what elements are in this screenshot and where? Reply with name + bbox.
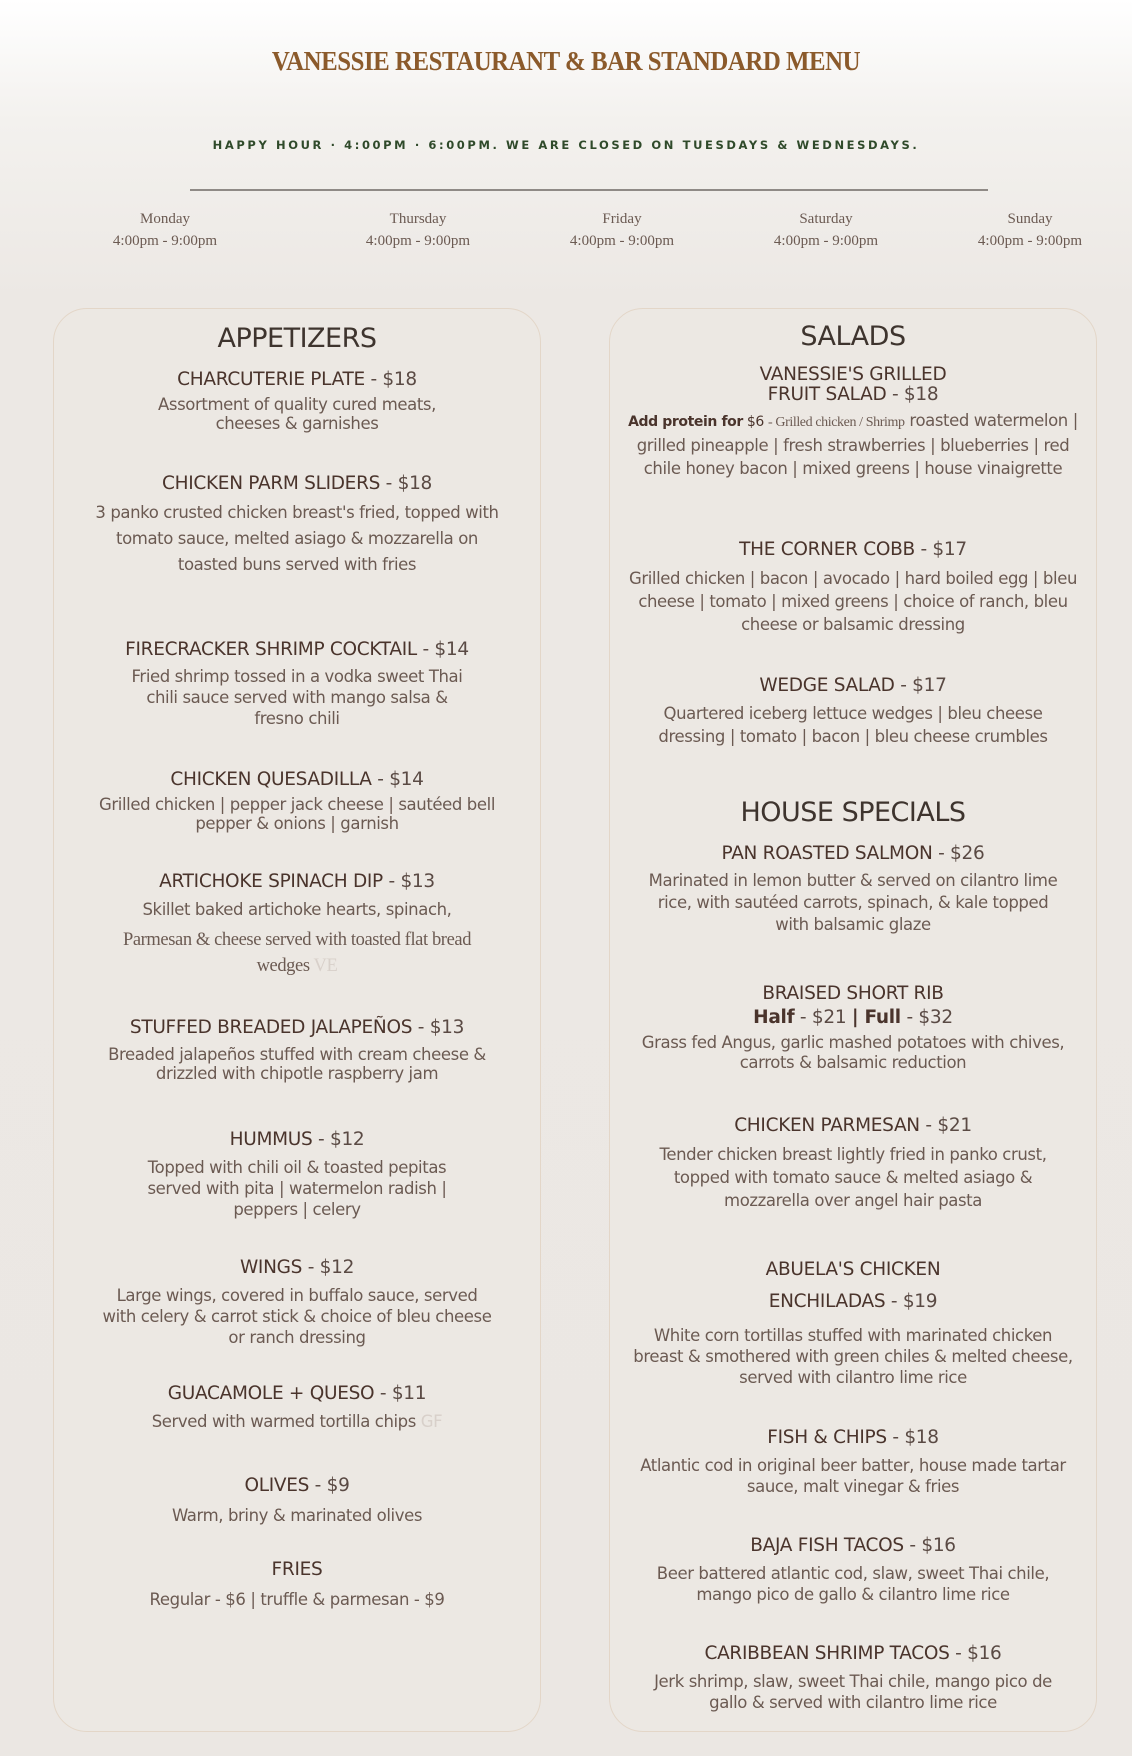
menu-item: [54, 1017, 540, 1083]
item-description: Beer battered atlantic cod, slaw, sweet Thai chile, mango pico de gallo & cilantro lime rice: [656, 1564, 1050, 1604]
item-price: - $17: [914, 539, 967, 560]
menu-item: [610, 1535, 1096, 1605]
section-title-appetizers: APPETIZERS: [217, 323, 377, 354]
menu-item: [54, 769, 540, 833]
item-description: Fried shrimp tossed in a vodka sweet Thai chili sauce served with mango salsa & fresno chili: [131, 667, 463, 728]
item-name: OLIVES: [244, 1475, 310, 1496]
menu-item: [54, 473, 540, 578]
item-description: White corn tortillas stuffed with marinated chicken breast & smothered with green chiles & melted cheese, served with cilantro lime rice: [633, 1326, 1073, 1387]
full-label: Full: [864, 1007, 901, 1028]
item-price: - $14: [371, 769, 424, 790]
item-description: Marinated in lemon butter & served on cilantro lime rice, with sautéed carrots, spinach, & kale topped with balsamic glaze: [648, 871, 1058, 934]
item-name: VANESSIE'S GRILLED: [759, 364, 947, 385]
menu-item: [610, 1253, 1096, 1388]
menu-item: [610, 675, 1096, 748]
section-title-house-specials: HOUSE SPECIALS: [740, 797, 966, 828]
menu-item: [54, 1129, 540, 1220]
day-time: 4:00pm - 9:00pm: [365, 233, 471, 249]
item-name: THE CORNER COBB: [739, 539, 915, 560]
menu-item: [610, 1115, 1096, 1212]
menu-item: [54, 639, 540, 729]
item-price: - $12: [312, 1129, 365, 1150]
item-name: HUMMUS: [229, 1129, 313, 1150]
day-name: Friday: [602, 211, 642, 227]
item-description: Grilled chicken | pepper jack cheese | sautéed bell pepper & onions | garnish: [99, 795, 495, 833]
item-description: Grass fed Angus, garlic mashed potatoes with chives, carrots & balsamic reduction: [641, 1033, 1065, 1072]
divider: [190, 189, 988, 191]
item-price: - $26: [932, 843, 985, 864]
item-description: Served with warmed tortilla chips: [151, 1412, 416, 1431]
full-price: - $32: [900, 1007, 953, 1028]
item-price: - $18: [886, 384, 939, 405]
item-price: - $13: [382, 871, 435, 892]
menu-item: [54, 1383, 540, 1432]
item-description: Skillet baked artichoke hearts, spinach,: [142, 900, 452, 919]
item-price: - $12: [302, 1257, 355, 1278]
item-description: 3 panko crusted chicken breast's fried, topped with tomato sauce, melted asiago & mozzarella on toasted buns served with fries: [95, 503, 499, 574]
gluten-free-tag: GF: [415, 1412, 443, 1431]
item-price: - $16: [949, 1643, 1002, 1664]
item-description: Jerk shrimp, slaw, sweet Thai chile, mango pico de gallo & served with cilantro lime rice: [654, 1672, 1052, 1712]
vegetarian-tag: VE: [309, 956, 338, 976]
item-name: BRAISED SHORT RIB: [762, 983, 944, 1004]
item-name: CHICKEN PARMESAN: [734, 1115, 920, 1136]
item-name: BAJA FISH TACOS: [750, 1535, 904, 1556]
hours-saturday: [746, 208, 906, 252]
menu-title: VANESSIE RESTAURANT & BAR STANDARD MENU: [271, 46, 861, 76]
day-name: Monday: [140, 211, 190, 227]
menu-item: [610, 1643, 1096, 1713]
hours-monday: [85, 208, 245, 252]
day-name: Thursday: [389, 211, 447, 227]
half-label: Half: [753, 1007, 795, 1028]
item-price: - $14: [416, 639, 469, 660]
addon-options: - Grilled chicken / Shrimp: [768, 415, 905, 430]
item-name: STUFFED BREADED JALAPEÑOS: [129, 1017, 413, 1038]
menu-item: [610, 1427, 1096, 1497]
salads-specials-card: [609, 308, 1097, 1732]
item-name: WEDGE SALAD: [759, 675, 895, 696]
item-name: CARIBBEAN SHRIMP TACOS: [704, 1643, 950, 1664]
item-name: ARTICHOKE SPINACH DIP: [159, 871, 383, 892]
item-description: roasted watermelon | grilled pineapple | fresh strawberries | blueberries | red chile honey bacon | mixed greens | house vinaigrette: [636, 411, 1078, 478]
menu-item: [610, 983, 1096, 1073]
item-description: Quartered iceberg lettuce wedges | bleu cheese dressing | tomato | bacon | bleu cheese crumbles: [658, 704, 1048, 746]
item-description: Tender chicken breast lightly fried in panko crust, topped with tomato sauce & melted asiago & mozzarella over angel hair pasta: [659, 1145, 1047, 1210]
item-name: WINGS: [239, 1257, 303, 1278]
happy-hour-notice: HAPPY HOUR · 4:00PM · 6:00PM. WE ARE CLOSED ON TUESDAYS & WEDNESDAYS.: [212, 138, 920, 152]
item-name: ABUELA'S CHICKEN: [765, 1259, 941, 1280]
menu-item: [610, 843, 1096, 936]
addon-price: $6: [742, 414, 768, 430]
menu-item: [610, 365, 1096, 480]
item-description: Parmesan & cheese served with toasted flat bread wedges: [122, 930, 472, 976]
appetizers-card: [53, 308, 541, 1732]
hours-thursday: [338, 208, 498, 252]
hours-friday: [542, 208, 702, 252]
item-name: CHICKEN QUESADILLA: [170, 769, 372, 790]
day-time: 4:00pm - 9:00pm: [569, 233, 675, 249]
hours-sunday: [950, 208, 1110, 252]
opening-hours: [0, 208, 1132, 258]
menu-item: [54, 1257, 540, 1348]
item-price: - $13: [412, 1017, 465, 1038]
item-name: FISH & CHIPS: [767, 1427, 887, 1448]
item-price: - $9: [309, 1475, 350, 1496]
item-name: FRUIT SALAD: [767, 384, 887, 405]
item-price: - $16: [903, 1535, 956, 1556]
item-price: - $18: [380, 473, 433, 494]
item-description: Large wings, covered in buffalo sauce, served with celery & carrot stick & choice of bleu cheese or ranch dressing: [102, 1286, 492, 1347]
menu-item: [610, 539, 1096, 636]
menu-item: [54, 1475, 540, 1526]
item-price: - $18: [886, 1427, 939, 1448]
item-name: ENCHILADAS: [768, 1291, 886, 1312]
item-name: FIRECRACKER SHRIMP COCKTAIL: [125, 639, 417, 660]
item-description: Regular - $6 | truffle & parmesan - $9: [149, 1590, 445, 1609]
section-title-salads: SALADS: [800, 321, 906, 352]
menu-item: [54, 871, 540, 979]
item-description: Topped with chili oil & toasted pepitas served with pita | watermelon radish | peppers | celery: [147, 1158, 447, 1219]
half-price: - $21: [794, 1007, 852, 1028]
item-description: Warm, briny & marinated olives: [171, 1506, 423, 1525]
addon-label: Add protein for: [628, 414, 743, 430]
day-time: 4:00pm - 9:00pm: [977, 233, 1083, 249]
item-price: - $18: [364, 369, 417, 390]
day-name: Saturday: [799, 211, 853, 227]
item-name: CHARCUTERIE PLATE: [177, 369, 365, 390]
menu-item: [54, 369, 540, 433]
item-description: Assortment of quality cured meats, cheeses & garnishes: [158, 395, 436, 433]
item-description: Breaded jalapeños stuffed with cream cheese & drizzled with chipotle raspberry jam: [108, 1045, 486, 1083]
day-time: 4:00pm - 9:00pm: [112, 233, 218, 249]
item-price: - $19: [885, 1291, 938, 1312]
menu-item: [54, 1559, 540, 1610]
item-name: CHICKEN PARM SLIDERS: [161, 473, 381, 494]
item-price: - $11: [374, 1383, 427, 1404]
item-description: Atlantic cod in original beer batter, house made tartar sauce, malt vinegar & fries: [640, 1456, 1066, 1496]
item-price: - $21: [919, 1115, 972, 1136]
item-price: - $17: [894, 675, 947, 696]
item-name: GUACAMOLE + QUESO: [167, 1383, 375, 1404]
day-name: Sunday: [1007, 211, 1053, 227]
item-name: PAN ROASTED SALMON: [721, 843, 933, 864]
day-time: 4:00pm - 9:00pm: [773, 233, 879, 249]
price-separator: |: [851, 1007, 865, 1028]
item-name: FRIES: [271, 1559, 323, 1580]
item-description: Grilled chicken | bacon | avocado | hard boiled egg | bleu cheese | tomato | mixed greens | choice of ranch, bleu cheese or balsamic dressing: [628, 569, 1078, 634]
